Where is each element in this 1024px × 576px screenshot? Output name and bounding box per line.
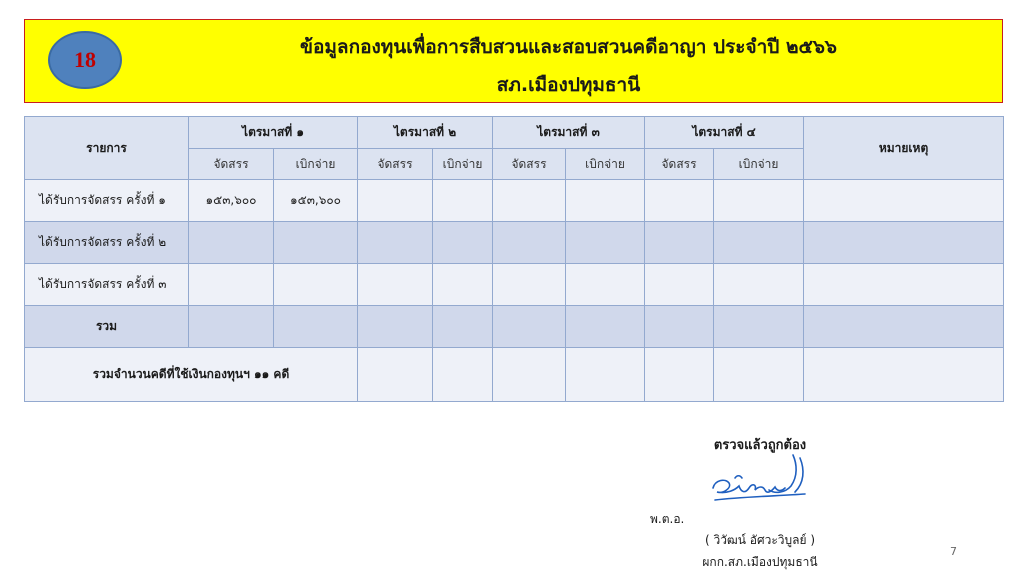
table-cell — [433, 264, 493, 306]
table-cell — [493, 180, 566, 222]
officer-rank: พ.ต.อ. — [650, 512, 685, 526]
subheader-allocated: จัดสรร — [358, 149, 433, 180]
verified-label: ตรวจแล้วถูกต้อง — [713, 438, 807, 453]
header-quarter-4: ไตรมาสที่ ๔ — [645, 117, 804, 149]
header-quarter-1: ไตรมาสที่ ๑ — [189, 117, 358, 149]
title-banner — [24, 19, 1003, 103]
officer-name: ( วิวัฒน์ อัศวะวิบูลย์ ) — [704, 533, 816, 547]
table-cell — [189, 222, 274, 264]
officer-position: ผกก.สภ.เมืองปทุมธานี — [702, 555, 818, 569]
table-cell — [274, 264, 358, 306]
table-cell — [566, 306, 645, 348]
cases-label: รวมจำนวนคดีที่ใช้เงินกองทุนฯ ๑๑ คดี — [25, 348, 358, 402]
table-cell — [493, 222, 566, 264]
header-quarter-3: ไตรมาสที่ ๓ — [493, 117, 645, 149]
table-cell — [493, 306, 566, 348]
table-cell — [645, 180, 714, 222]
total-label: รวม — [25, 306, 189, 348]
header-item: รายการ — [25, 117, 189, 180]
table-cell — [358, 264, 433, 306]
table-cell — [358, 180, 433, 222]
q1-disbursed-value: ๑๕๓,๖๐๐ — [274, 180, 358, 222]
table-cell — [804, 180, 1004, 222]
total-row — [25, 306, 1004, 348]
table-cell — [274, 222, 358, 264]
table-cell — [566, 348, 645, 402]
subheader-disbursed: เบิกจ่าย — [714, 149, 804, 180]
header-note: หมายเหตุ — [804, 117, 1004, 180]
table-cell — [358, 348, 433, 402]
row-label: ได้รับการจัดสรร ครั้งที่ ๓ — [25, 264, 189, 306]
table-cell — [493, 264, 566, 306]
table-cell — [433, 180, 493, 222]
table-cell — [645, 264, 714, 306]
table-cell — [714, 306, 804, 348]
subheader-disbursed: เบิกจ่าย — [274, 149, 358, 180]
q1-allocated-value: ๑๕๓,๖๐๐ — [189, 180, 274, 222]
table-cell — [189, 264, 274, 306]
row-label: ได้รับการจัดสรร ครั้งที่ ๑ — [25, 180, 189, 222]
table-cell — [566, 180, 645, 222]
table-cell — [804, 222, 1004, 264]
table-row — [25, 180, 1004, 222]
table-cell — [714, 180, 804, 222]
table-cell — [274, 306, 358, 348]
table-row — [25, 222, 1004, 264]
table-cell — [433, 222, 493, 264]
table-cell — [566, 222, 645, 264]
fund-table — [24, 116, 1004, 402]
table-header-row — [25, 117, 1004, 149]
table-cell — [804, 264, 1004, 306]
subheader-allocated: จัดสรร — [189, 149, 274, 180]
subheader-allocated: จัดสรร — [645, 149, 714, 180]
table-cell — [493, 348, 566, 402]
table-cell — [714, 222, 804, 264]
banner-subtitle: สภ.เมืองปทุมธานี — [496, 74, 641, 96]
table-cell — [645, 306, 714, 348]
table-cell — [804, 306, 1004, 348]
table-cell — [645, 348, 714, 402]
banner-title: ข้อมูลกองทุนเพื่อการสืบสวนและสอบสวนคดีอาญา ประจำปี ๒๕๖๖ — [300, 36, 837, 58]
slide-number-badge: 18 — [48, 31, 122, 89]
row-label: ได้รับการจัดสรร ครั้งที่ ๒ — [25, 222, 189, 264]
table-cell — [433, 348, 493, 402]
table-cell — [645, 222, 714, 264]
table-cell — [358, 306, 433, 348]
table-cell — [566, 264, 645, 306]
table-row — [25, 264, 1004, 306]
subheader-disbursed: เบิกจ่าย — [566, 149, 645, 180]
signature-image — [705, 450, 815, 510]
table-cell — [804, 348, 1004, 402]
subheader-disbursed: เบิกจ่าย — [433, 149, 493, 180]
table-cell — [714, 348, 804, 402]
subheader-allocated: จัดสรร — [493, 149, 566, 180]
table-cell — [189, 306, 274, 348]
table-cell — [433, 306, 493, 348]
page-number: 7 — [950, 545, 957, 558]
header-quarter-2: ไตรมาสที่ ๒ — [358, 117, 493, 149]
table-cell — [358, 222, 433, 264]
table-cell — [714, 264, 804, 306]
cases-row — [25, 348, 1004, 402]
